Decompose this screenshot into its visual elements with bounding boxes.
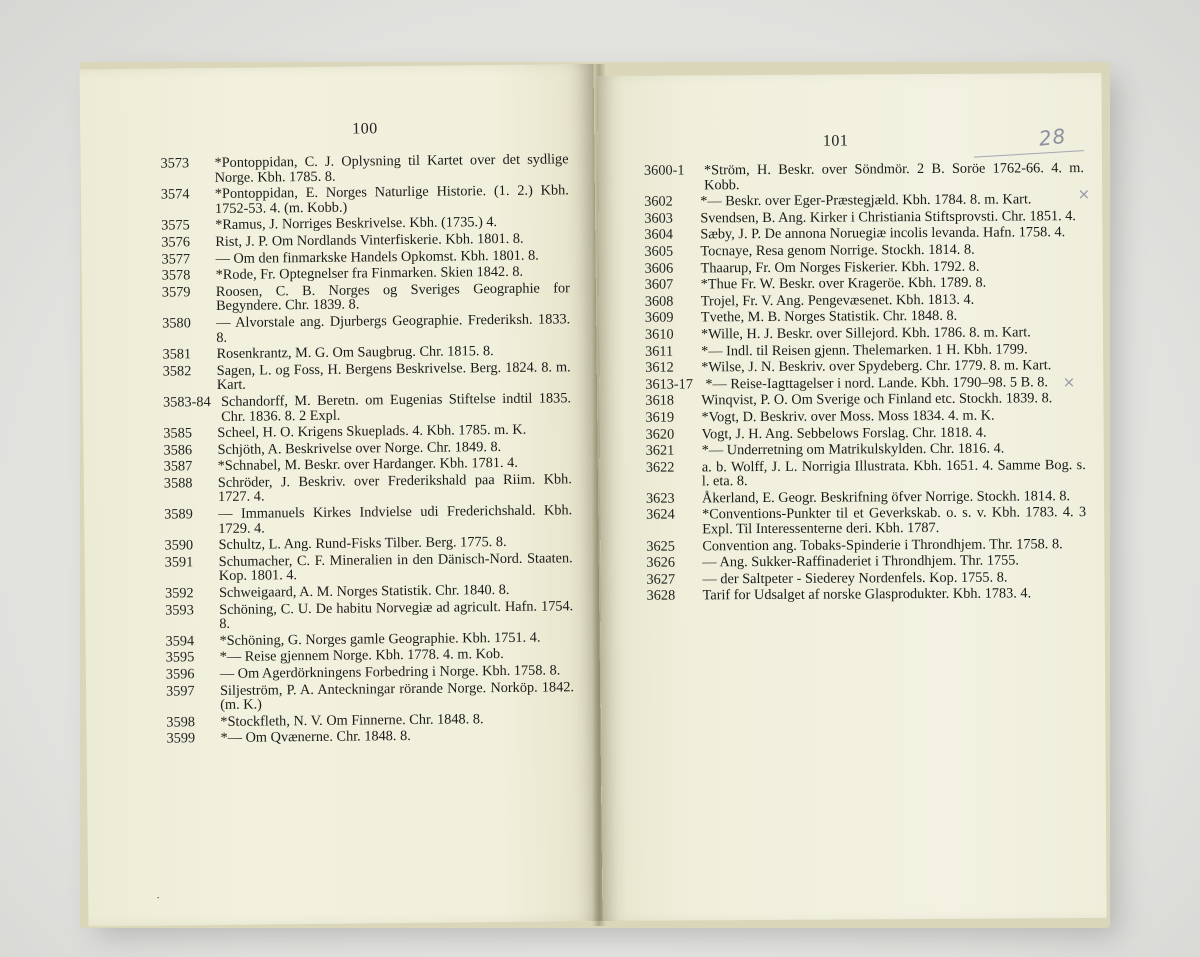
entry-number: 3622 xyxy=(645,459,675,476)
catalog-entry xyxy=(645,408,1085,425)
catalog-entry xyxy=(646,489,1086,506)
entry-text: *Vogt, D. Beskriv. over Moss. Moss 1834. 4. m. K. xyxy=(701,407,995,426)
entry-number: 3592 xyxy=(164,585,194,602)
catalog-entry xyxy=(160,152,568,185)
entry-text: *— Reise-Iagttagelser i nord. Lande. Kbh. 1790–98. 5 B. 8. xyxy=(705,373,1049,393)
entry-text: Roosen, C. B. Norges og Sveriges Geographie for Begyndere. Chr. 1839. 8. xyxy=(215,280,570,315)
catalog-entry xyxy=(645,308,1085,325)
catalog-entry xyxy=(162,312,570,345)
entry-text: *— Reise gjennem Norge. Kbh. 1778. 4. m. Kob. xyxy=(219,646,504,666)
catalog-entry xyxy=(163,422,571,441)
entry-number: 3595 xyxy=(165,649,195,666)
catalog-entry xyxy=(646,425,1086,442)
entry-number: 3583-84 xyxy=(162,393,211,411)
catalog-entry xyxy=(161,183,569,216)
entry-number: 3607 xyxy=(644,276,674,293)
entry-number: 3621 xyxy=(645,442,675,459)
entry-text: Vogt, J. H. Ang. Sebbelows Forslag. Chr. 1818. 4. xyxy=(701,424,987,442)
entry-number: 3608 xyxy=(644,293,674,310)
entry-number: 3573 xyxy=(160,155,190,172)
catalog-entry xyxy=(645,358,1085,375)
entry-text: Tvethe, M. B. Norges Statistik. Chr. 1848. 8. xyxy=(700,308,958,326)
entry-text: Siljeström, P. A. Anteckningar rörande Norge. Norköp. 1842. (m. K.) xyxy=(219,678,575,714)
entry-number: 3590 xyxy=(164,537,194,554)
entry-number: 3591 xyxy=(164,554,194,571)
entry-number: 3598 xyxy=(166,714,196,731)
entry-text: Schandorff, M. Beretn. om Eugenias Stiftelse indtil 1835. Chr. 1836. 8. 2 Expl. xyxy=(220,390,572,425)
catalog-entry xyxy=(166,728,574,747)
entry-number: 3603 xyxy=(644,210,673,227)
entry-text: — Immanuels Kirkes Indvielse udi Frederichshald. Kbh. 1729. 4. xyxy=(218,502,573,537)
entry-number: 3589 xyxy=(164,506,193,523)
entry-number: 3612 xyxy=(645,359,674,376)
entry-text: *Rode, Fr. Optegnelser fra Finmarken. Skien 1842. 8. xyxy=(215,263,524,284)
catalog-entry xyxy=(645,275,1085,292)
margin-mark: × xyxy=(1062,373,1076,392)
entry-number: 3586 xyxy=(163,441,193,459)
entry-text: Schumacher, C. F. Mineralien in den Dänisch-Nord. Staaten. Kop. 1801. 4. xyxy=(218,550,573,585)
entry-number: 3604 xyxy=(644,226,674,244)
entry-number: 3574 xyxy=(160,186,190,203)
entry-number: 3610 xyxy=(644,326,674,343)
entry-number: 3609 xyxy=(644,309,674,327)
catalog-entry xyxy=(166,711,574,730)
right-page-number: 101 xyxy=(822,132,849,150)
entry-number: 3597 xyxy=(165,682,195,700)
catalog-entry xyxy=(645,375,1085,392)
entry-number: 3576 xyxy=(161,234,191,251)
entry-number: 3602 xyxy=(644,193,673,210)
entry-number: 3626 xyxy=(646,554,676,571)
entry-text: *Thue Fr. W. Beskr. over Krageröe. Kbh. 1789. 8. xyxy=(700,274,987,293)
catalog-entry xyxy=(164,503,572,536)
entry-text: *— Indl. til Reisen gjenn. Thelemarken. 1 H. Kbh. 1799. xyxy=(701,340,1028,359)
entry-number: 3579 xyxy=(161,284,191,301)
pencil-underline xyxy=(974,150,1084,157)
entry-number: 3587 xyxy=(163,458,193,475)
catalog-entry xyxy=(646,441,1086,458)
catalog-entry xyxy=(647,586,1087,603)
catalog-entry xyxy=(646,570,1086,587)
catalog-entry xyxy=(645,259,1085,276)
entry-text: Rosenkrantz, M. G. Om Saugbrug. Chr. 1815. 8. xyxy=(216,343,494,363)
catalog-entry xyxy=(645,391,1085,408)
catalog-entry xyxy=(644,225,1084,242)
entry-text: *— Beskr. over Eger-Præstegjæld. Kbh. 1784. 8. m. Kart. xyxy=(700,191,1032,210)
entry-number: 3624 xyxy=(646,507,675,524)
entry-number: 3599 xyxy=(166,730,196,747)
entry-text: *— Underretning om Matrikulskylden. Chr. 1816. 4. xyxy=(701,440,1005,459)
entry-number: 3619 xyxy=(645,409,675,426)
entry-text: Åkerland, E. Geogr. Beskrifning öfver Norrige. Stockh. 1814. 8. xyxy=(701,488,1071,507)
entry-number: 3578 xyxy=(161,267,191,284)
right-page xyxy=(597,73,1106,921)
catalog-entry xyxy=(646,458,1086,490)
catalog-entry xyxy=(646,553,1086,570)
entry-number: 3618 xyxy=(645,392,675,410)
ink-dot: · xyxy=(156,890,161,905)
entry-number: 3581 xyxy=(162,346,192,363)
left-page-number: 100 xyxy=(352,120,378,138)
entry-number: 3594 xyxy=(165,633,195,650)
catalog-entry xyxy=(645,292,1085,309)
entry-text: — der Saltpeter - Siederey Nordenfels. Kop. 1755. 8. xyxy=(702,569,1008,588)
catalog-entry xyxy=(163,391,571,424)
entry-text: *— Om Qvænerne. Chr. 1848. 8. xyxy=(220,728,411,747)
entry-number: 3611 xyxy=(645,343,674,360)
catalog-entry xyxy=(165,630,573,649)
entry-text: *Stockfleth, N. V. Om Finnerne. Chr. 1848. 8. xyxy=(220,710,484,730)
entry-text: Convention ang. Tobaks-Spinderie i Throndhjem. Thr. 1758. 8. xyxy=(702,535,1063,555)
entry-number: 3582 xyxy=(162,362,192,380)
entry-number: 3577 xyxy=(161,250,191,268)
entry-text: Schröder, J. Beskriv. over Frederikshald paa Riim. Kbh. 1727. 4. xyxy=(217,471,572,506)
catalog-entry xyxy=(165,599,573,632)
entry-number: 3580 xyxy=(162,315,191,332)
entry-number: 3623 xyxy=(645,490,675,507)
catalog-entry xyxy=(646,505,1086,537)
catalog-entry xyxy=(644,242,1084,259)
margin-mark: × xyxy=(1077,185,1091,204)
catalog-entry xyxy=(646,537,1086,554)
entry-number: 3596 xyxy=(165,666,195,683)
entry-text: Sæby, J. P. De annona Noruegiæ incolis levanda. Hafn. 1758. 4. xyxy=(700,224,1066,243)
catalog-entry xyxy=(163,360,571,393)
entry-text: Tarif for Udsalget af norske Glasprodukter. Kbh. 1783. 4. xyxy=(702,585,1032,604)
entry-text: *Ström, H. Beskr. over Söndmör. 2 B. Soröe 1762-66. 4. m. Kobb. xyxy=(703,160,1085,193)
entry-text: Schöning, C. U. De habitu Norvegiæ ad agricult. Hafn. 1754. 8. xyxy=(219,597,574,633)
entry-number: 3588 xyxy=(163,475,193,492)
entry-text: Schweigaard, A. M. Norges Statistik. Chr. 1840. 8. xyxy=(218,581,510,602)
entry-text: — Alvorstale ang. Djurbergs Geographie. Frederiksh. 1833. 8. xyxy=(216,311,571,346)
catalog-entry xyxy=(162,281,570,314)
entry-text: *Pontoppidan, E. Norges Naturlige Historie. (1. 2.) Kbh. 1752-53. 4. (m. Kobb.) xyxy=(214,182,569,217)
catalog-entry xyxy=(645,325,1085,342)
entry-text: *Wille, H. J. Beskr. over Sillejord. Kbh. 1786. 8. m. Kart. xyxy=(700,324,1031,343)
entry-text: Svendsen, B. Ang. Kirker i Christiania Stiftsprovsti. Chr. 1851. 4. xyxy=(700,207,1077,227)
catalog-entry xyxy=(645,342,1085,359)
entry-text: *Schnabel, M. Beskr. over Hardanger. Kbh. 1781. 4. xyxy=(217,455,518,475)
catalog-entry xyxy=(165,551,573,584)
entry-text: Sagen, L. og Foss, H. Bergens Beskrivelse. Berg. 1824. 8. m. Kart. xyxy=(216,358,571,394)
entry-number: 3585 xyxy=(163,425,193,442)
entry-text: Winqvist, P. O. Om Sverige och Finland etc. Stockh. 1839. 8. xyxy=(701,390,1053,409)
entry-number: 3613-17 xyxy=(645,376,694,393)
entry-number: 3606 xyxy=(644,260,674,277)
catalog-entry xyxy=(644,161,1084,193)
entry-text: — Ang. Sukker-Raffinaderiet i Throndhjem. Thr. 1755. xyxy=(702,552,1020,571)
entry-number: 3575 xyxy=(161,217,190,234)
entry-text: — Om den finmarkske Handels Opkomst. Kbh. 1801. 8. xyxy=(215,247,539,267)
entry-number: 3628 xyxy=(646,587,676,605)
entry-text: Schultz, L. Ang. Rund-Fisks Tilber. Berg. 1775. 8. xyxy=(218,534,507,554)
catalog-entry xyxy=(644,192,1084,209)
pencil-annotation: 28 xyxy=(1037,123,1068,151)
catalog-entry xyxy=(164,472,572,505)
entry-text: *Pontoppidan, C. J. Oplysning til Kartet over det sydlige Norge. Kbh. 1785. 8. xyxy=(214,151,569,186)
entry-text: Thaarup, Fr. Om Norges Fiskerier. Kbh. 1792. 8. xyxy=(700,258,980,276)
left-entry-list xyxy=(160,152,574,748)
entry-text: *Ramus, J. Norriges Beskrivelse. Kbh. (1735.) 4. xyxy=(215,214,498,234)
entry-text: Trojel, Fr. V. Ang. Pengevæsenet. Kbh. 1813. 4. xyxy=(700,291,975,310)
right-entry-list xyxy=(644,161,1087,606)
catalog-entry xyxy=(644,209,1084,226)
entry-text: — Om Agerdörkningens Forbedring i Norge. Kbh. 1758. 8. xyxy=(219,662,561,682)
entry-text: Tocnaye, Resa genom Norrige. Stockh. 1814. 8. xyxy=(700,241,975,260)
entry-text: *Conventions-Punkter til et Geverkskab. o. s. v. Kbh. 1783. 4. 3 Expl. Til Interessenterne deri. Kbh. 1787. xyxy=(702,504,1087,538)
entry-text: a. b. Wolff, J. L. Norrigia Illustrata. Kbh. 1651. 4. Samme Bog. s. l. eta. 8. xyxy=(701,456,1086,490)
entry-number: 3627 xyxy=(646,571,676,588)
entry-number: 3605 xyxy=(644,243,674,260)
entry-number: 3625 xyxy=(646,538,675,555)
entry-text: *Schöning, G. Norges gamle Geographie. Kbh. 1751. 4. xyxy=(219,629,541,649)
catalog-entry xyxy=(166,680,574,713)
entry-text: Schjöth, A. Beskrivelse over Norge. Chr. 1849. 8. xyxy=(217,438,502,458)
entry-number: 3620 xyxy=(645,426,675,443)
entry-number: 3593 xyxy=(165,601,194,619)
entry-number: 3600-1 xyxy=(643,162,685,179)
entry-text: Scheel, H. O. Krigens Skueplads. 4. Kbh. 1785. m. K. xyxy=(217,421,527,442)
entry-text: *Wilse, J. N. Beskriv. over Spydeberg. Chr. 1779. 8. m. Kart. xyxy=(701,357,1052,376)
left-page xyxy=(80,64,603,926)
entry-text: Rist, J. P. Om Nordlands Vinterfiskerie. Kbh. 1801. 8. xyxy=(215,230,524,250)
